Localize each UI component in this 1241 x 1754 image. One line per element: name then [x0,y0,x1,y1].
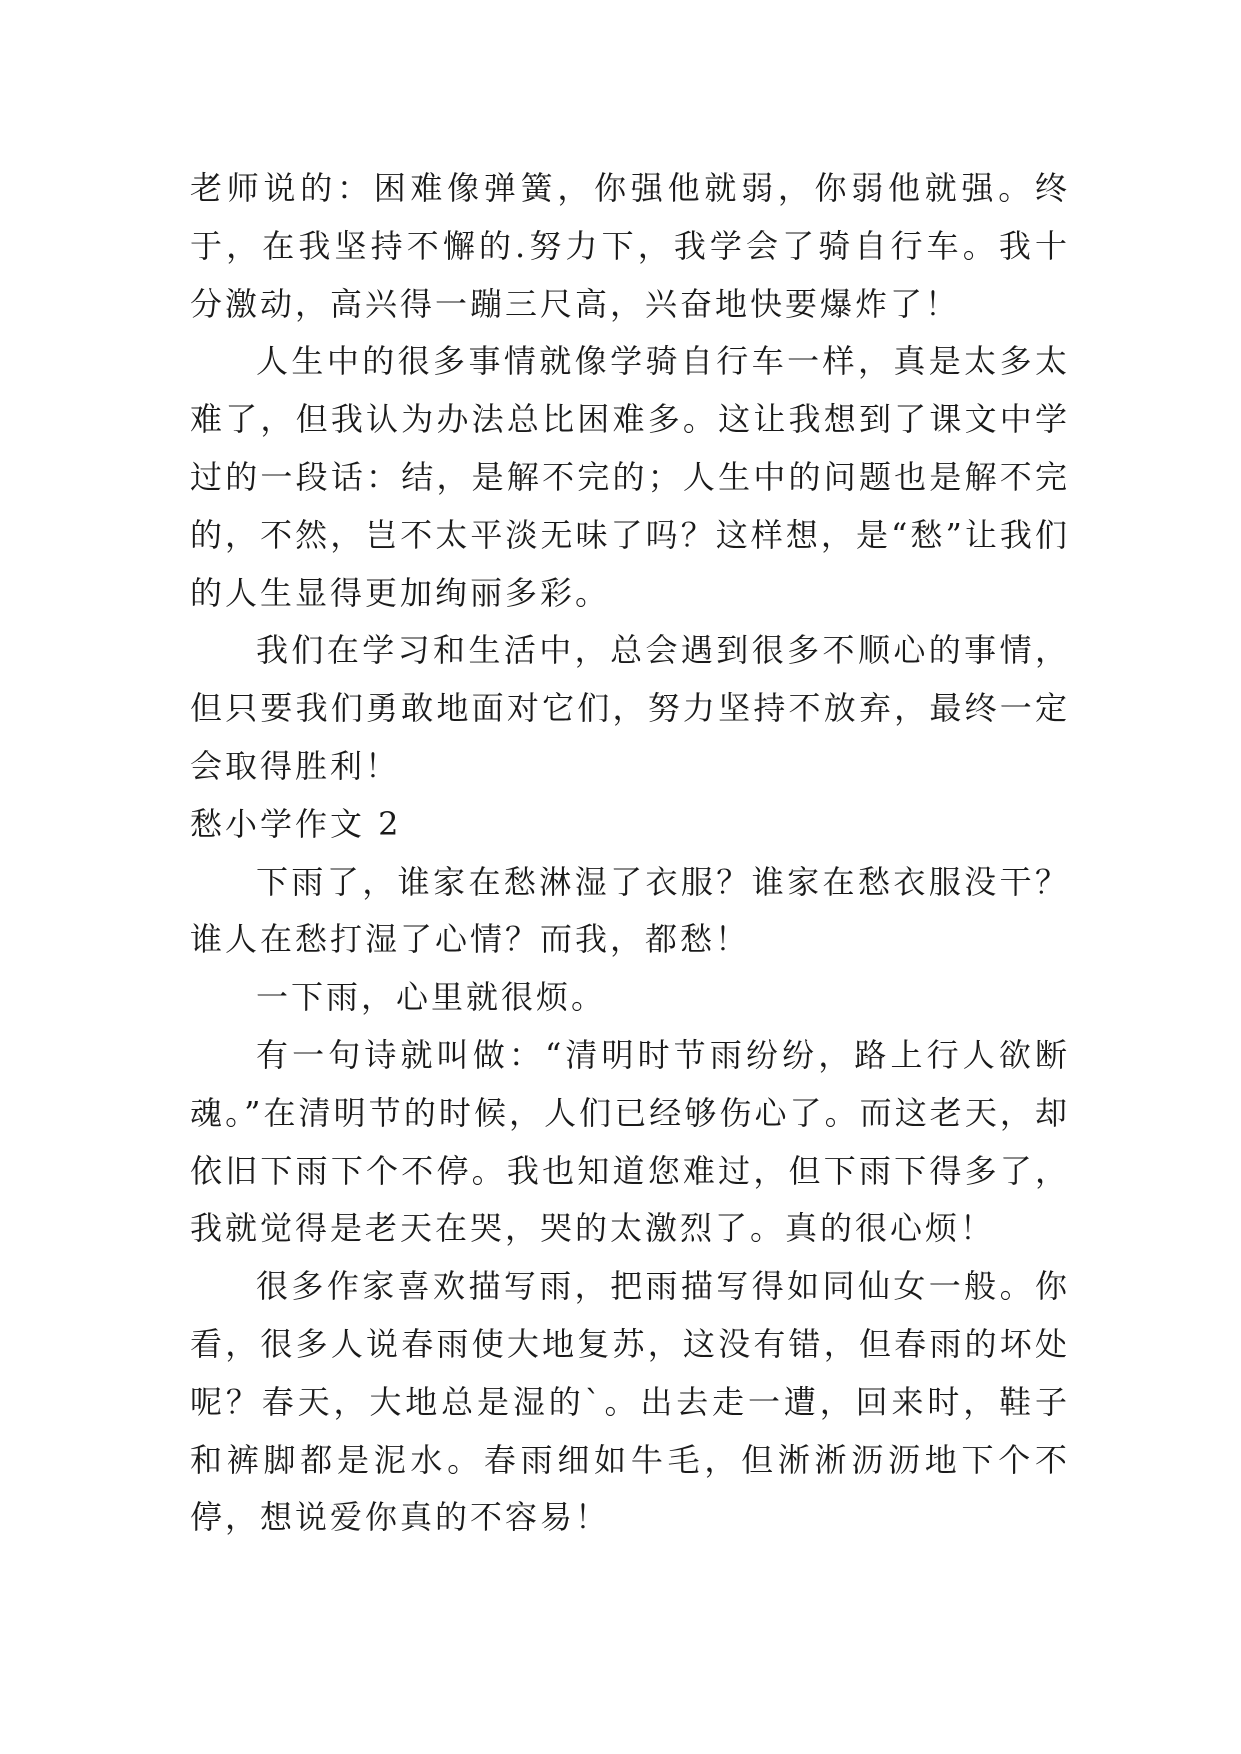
paragraph-reflection: 人生中的很多事情就像学骑自行车一样，真是太多太难了，但我认为办法总比困难多。这让我想到了课文中学过的一段话：结，是解不完的；人生中的问题也是解不完的，不然，岂不太平淡无味了吗？这样想，是“愁”让我们的人生显得更加绚丽多彩。 [190,342,1070,612]
document-body [190,160,1070,1547]
paragraph-qingming-poem: 有一句诗就叫做：“清明时节雨纷纷，路上行人欲断魂。”在清明节的时候，人们已经够伤心了。而这老天，却依旧下雨下个不停。我也知道您难过，但下雨下得多了，我就觉得是老天在哭，哭的太激烈了。真的很心烦！ [190,1035,1070,1248]
paragraph-conclusion: 我们在学习和生活中，总会遇到很多不顺心的事情，但只要我们勇敢地面对它们，努力坚持不放弃，最终一定会取得胜利！ [190,631,1070,785]
paragraph-continuation: 老师说的：困难像弹簧，你强他就弱，你弱他就强。终于，在我坚持不懈的.努力下，我学会了骑自行车。我十分激动，高兴得一蹦三尺高，兴奋地快要爆炸了！ [190,169,1070,323]
paragraph-spring-rain: 很多作家喜欢描写雨，把雨描写得如同仙女一般。你看，很多人说春雨使大地复苏，这没有错，但春雨的坏处呢？春天，大地总是湿的`。出去走一遭，回来时，鞋子和裤脚都是泥水。春雨细如牛毛，但淅淅沥沥地下个不停，想说爱你真的不容易！ [190,1267,1070,1537]
paragraph-rain-annoyance: 一下雨，心里就很烦。 [256,978,607,1017]
section-title: 愁小学作文 2 [190,804,402,843]
paragraph-rain-worries: 下雨了，谁家在愁淋湿了衣服？谁家在愁衣服没干？谁人在愁打湿了心情？而我，都愁！ [190,862,1070,959]
